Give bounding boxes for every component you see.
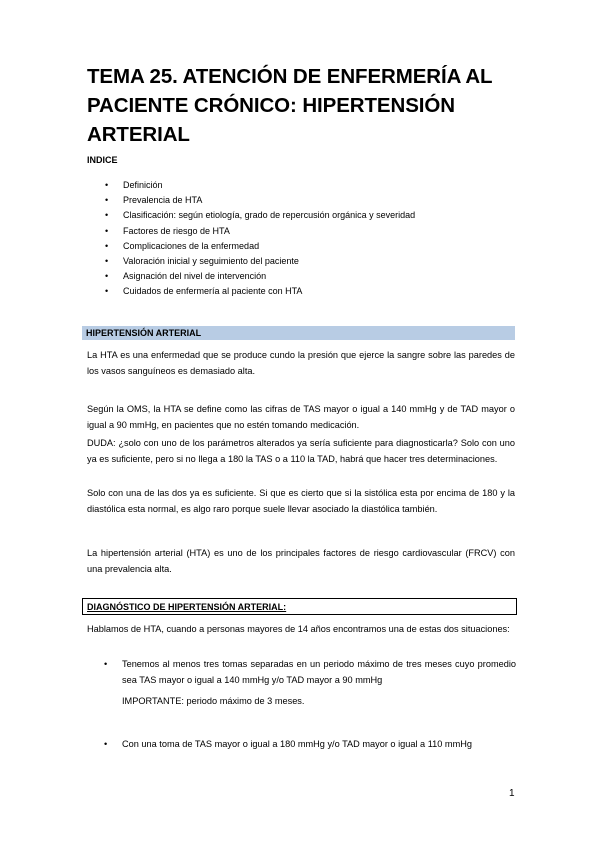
section-heading-hipertension: HIPERTENSIÓN ARTERIAL (82, 326, 515, 340)
index-item (87, 254, 415, 269)
bullet-icon: • (105, 180, 109, 190)
index-item-label: Cuidados de enfermería al paciente con HTA (123, 286, 303, 297)
bullet-icon: • (105, 225, 109, 236)
paragraph: Hablamos de HTA, cuando a personas mayores de 14 años encontramos una de estas dos situaciones: (87, 624, 510, 634)
index-item-label: Clasificación: según etiología, grado de repercusión orgánica y severidad (123, 210, 416, 221)
index-item (87, 208, 415, 223)
bullet-icon: • (104, 659, 108, 669)
index-heading: INDICE (87, 155, 118, 165)
paragraph: Según la OMS, la HTA se define como las cifras de TAS mayor o igual a 140 mmHg y de TAD mayor o igual a 90 mmHg, en pacientes que no estén tomando medicación. (87, 404, 515, 430)
bullet-paragraph (104, 657, 516, 688)
index-item (87, 178, 415, 193)
bullet-icon: • (105, 240, 109, 251)
bullet-icon: • (104, 739, 108, 749)
index-item (87, 193, 415, 208)
bullet-paragraph-text: Con una toma de TAS mayor o igual a 180 mmHg y/o TAD mayor o igual a 110 mmHg (122, 739, 472, 749)
bullet-paragraph (104, 737, 516, 753)
index-item (87, 269, 415, 284)
index-item (87, 239, 415, 254)
index-item-label: Factores de riesgo de HTA (123, 225, 230, 236)
index-item (87, 284, 415, 299)
bullet-icon: • (105, 210, 109, 221)
bullet-icon: • (105, 271, 109, 282)
section-heading-label: DIAGNÓSTICO DE HIPERTENSIÓN ARTERIAL: (87, 602, 287, 612)
document-title: TEMA 25. ATENCIÓN DE ENFERMERÍA AL PACIENTE CRÓNICO: HIPERTENSIÓN ARTERIAL (87, 65, 493, 146)
index-item-label: Definición (123, 180, 163, 190)
index-item (87, 224, 415, 239)
index-item-label: Complicaciones de la enfermedad (123, 240, 260, 251)
paragraph: DUDA: ¿solo con uno de los parámetros alterados ya sería suficiente para diagnosticarla? Solo con uno ya es suficiente, pero si no llega a 180 la TAS o a 110 la TAD, habrá que hacer tres determinaciones. (87, 438, 515, 464)
index-item-label: Prevalencia de HTA (123, 195, 203, 206)
index-list (87, 178, 415, 300)
important-note: IMPORTANTE: periodo máximo de 3 meses. (122, 696, 305, 706)
bullet-icon: • (105, 195, 109, 206)
bullet-paragraph-text: Tenemos al menos tres tomas separadas en un periodo máximo de tres meses cuyo promedio sea TAS mayor o igual a 140 mmHg y/o TAD mayor a 90 mmHg (122, 659, 516, 685)
page-number: 1 (509, 788, 515, 799)
paragraph: La hipertensión arterial (HTA) es uno de los principales factores de riesgo cardiovascular (FRCV) con una prevalencia alta. (87, 548, 515, 574)
bullet-icon: • (105, 286, 109, 297)
bullet-icon: • (105, 255, 109, 266)
index-item-label: Valoración inicial y seguimiento del paciente (123, 255, 299, 266)
paragraph: La HTA es una enfermedad que se produce cundo la presión que ejerce la sangre sobre las paredes de los vasos sanguíneos es demasiado alta. (87, 350, 515, 376)
section-heading-diagnostico (82, 598, 517, 615)
index-item-label: Asignación del nivel de intervención (123, 271, 267, 282)
paragraph: Solo con una de las dos ya es suficiente. Si que es cierto que si la sistólica esta por encima de 180 y la diastólica esta normal, es algo raro porque suele llevar asociado la diastólica también. (87, 488, 515, 514)
